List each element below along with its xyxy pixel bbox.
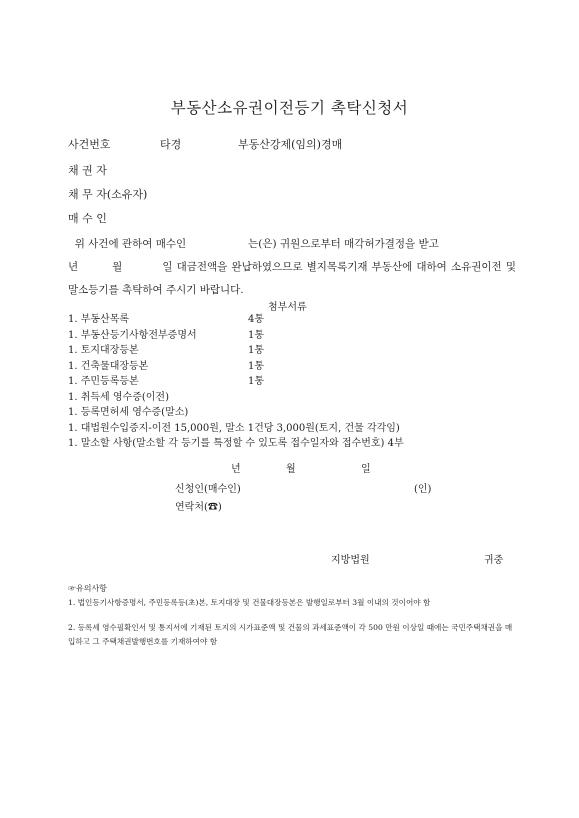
attachment-count: 1통 [248, 360, 265, 372]
attachments-heading: 첨부서류 [268, 302, 307, 313]
attachment-text: 1. 부동산목록 [68, 314, 130, 325]
attachment-item [68, 403, 188, 418]
body-part2: 는(은) 귀원으로부터 매각허가결정을 받고 [248, 238, 439, 250]
body-part1: 위 사건에 관하여 매수인 [74, 238, 187, 250]
attachment-text: 1. 말소할 사항(말소할 각 등기를 특정할 수 있도록 접수일자와 접수번호) 4부 [68, 438, 404, 449]
note-item-2: 2. 등록세 영수필확인서 및 통지서에 기재된 토지의 시가표준액 및 건물의 과세표준액이 각 500 만원 이상일 때에는 국민주택채권을 매입하고 그 주택채권발행번호를 기재하여야 함 [68, 623, 513, 646]
contact-label: 연락처(☎) [175, 502, 222, 513]
attachment-item [68, 357, 148, 372]
attachment-count: 1통 [248, 376, 265, 387]
attachment-item [68, 388, 169, 403]
body-part3: 일 대금전액을 완납하였으므로 별지목록기재 부동산에 대하여 소유권이전 및 말소등기를 촉탁하여 주시기 바랍니다. [68, 261, 516, 296]
attachment-item [68, 419, 400, 434]
attachment-item [68, 310, 129, 325]
attachment-text: 1. 주민등록등본 [68, 376, 139, 387]
attachment-item [68, 372, 139, 387]
attachment-item [68, 326, 197, 341]
applicant-label: 신청인(매수인) [175, 484, 241, 495]
case-type: 부동산강제(임의)경매 [238, 138, 343, 151]
body-month: 월 [112, 261, 123, 273]
case-number-label: 사건번호 [68, 138, 111, 151]
creditor-label: 채 권 자 [68, 164, 107, 177]
note-item-1: 1. 법인등기사항증명서, 주민등록등(초)본, 토지대장 및 건물대장등본은 발행일로부터 3월 이내의 것이어야 함 [68, 598, 431, 607]
attachment-text: 1. 등록면허세 영수증(말소) [68, 407, 189, 418]
attachment-item [68, 434, 404, 449]
date-month: 월 [286, 464, 296, 475]
request-paragraph [68, 233, 516, 302]
court-code: 타경 [160, 138, 182, 151]
court-name: 지방법원 [331, 555, 370, 566]
attachment-text: 1. 취득세 영수증(이전) [68, 391, 169, 403]
attachment-text: 1. 부동산등기사항전부증명서 [68, 329, 197, 341]
debtor-label: 채 무 자(소유자) [68, 188, 148, 201]
seal-mark: (인) [414, 484, 432, 495]
attachment-count: 1통 [248, 329, 265, 341]
attachment-item [68, 341, 139, 356]
attachment-text: 1. 건축물대장등본 [68, 360, 149, 372]
document-title: 부동산소유권이전등기 촉탁신청서 [170, 99, 409, 117]
body-year: 년 [68, 261, 79, 273]
buyer-label: 매 수 인 [68, 212, 107, 225]
date-day: 일 [361, 464, 371, 475]
attachment-text: 1. 토지대장등본 [68, 345, 139, 356]
attachment-text: 1. 대법원수입증지-이전 15,000원, 말소 1건당 3,000원(토지, 건물 각각임) [68, 422, 400, 434]
attachment-count: 1통 [248, 345, 265, 356]
attachment-count: 4통 [248, 314, 265, 325]
notes-heading: ☞유의사항 [68, 584, 107, 593]
court-addressee: 귀중 [484, 555, 504, 566]
date-year: 년 [231, 464, 241, 475]
